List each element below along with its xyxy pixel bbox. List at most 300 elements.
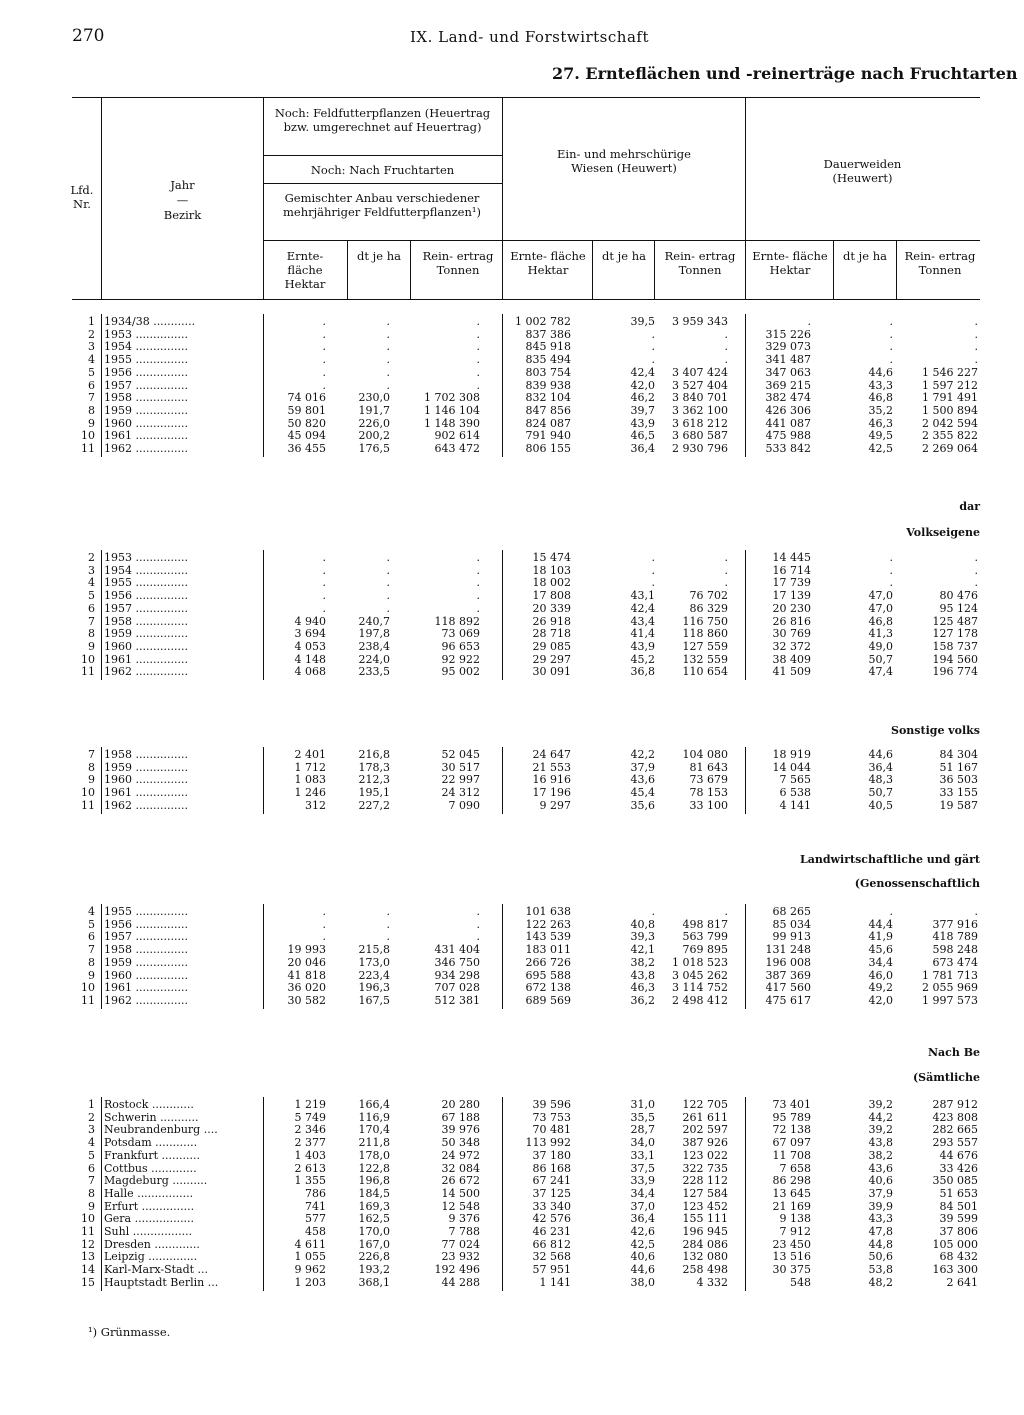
cell-value: 19 587 [939,798,978,812]
cell-value: . [386,905,390,918]
cell-value: 36 020 [287,981,326,995]
cell-value: 441 087 [765,416,811,430]
row-number: 12 [81,1237,95,1251]
table-row [72,430,980,442]
row-label: Rostock ............ [104,1099,194,1111]
row-label: 1960 ............... [104,417,188,430]
section-heading: Sonstige volks [891,724,980,737]
row-number: 11 [81,1225,95,1238]
cell-value: 2 498 412 [672,993,728,1007]
cell-value: 387 369 [765,968,811,982]
table-row [72,641,980,653]
cell-value: 33 100 [689,798,728,812]
cell-value: 110 654 [682,665,728,679]
cell-value: 3 527 404 [672,378,728,392]
header-group-feldfutter: Noch: Feldfutterpflanzen (Heuertrag bzw. umgerechnet auf Heuertrag) [274,106,491,134]
cell-value: 284 086 [682,1237,728,1251]
cell-value: 73 753 [532,1110,571,1124]
cell-value: 19 993 [287,943,326,957]
cell-value: 42,4 [630,601,655,615]
cell-value: 26 672 [441,1174,480,1188]
cell-value: 18 919 [772,748,811,761]
cell-value: 230,0 [358,391,390,405]
cell-value: 1 083 [294,773,326,787]
table-row [72,329,980,341]
cell-value: 30 375 [772,1263,811,1277]
cell-value: 377 916 [932,917,978,931]
row-number: 5 [88,365,95,379]
row-number: 9 [88,773,95,787]
row-label: 1955 ............... [104,906,188,918]
cell-value: 43,8 [868,1136,893,1150]
cell-value: 293 557 [932,1136,978,1150]
cell-value: 1 997 573 [922,993,978,1007]
cell-value: 695 588 [525,968,571,982]
cell-value: 132 559 [682,652,728,666]
table-row [72,1213,980,1225]
table-row [72,970,980,982]
cell-value: 4 148 [294,652,326,666]
cell-value: . [651,353,655,367]
cell-value: 86 298 [772,1174,811,1188]
row-number: 8 [88,627,95,641]
cell-value: 329 073 [765,340,811,354]
cell-value: . [386,378,390,392]
cell-value: 40,5 [868,798,893,812]
cell-value: 49,2 [868,981,893,995]
table-row [72,1251,980,1263]
cell-value: 39,2 [868,1098,893,1111]
cell-value: 46,5 [630,429,655,443]
cell-value: . [476,576,480,590]
cell-value: 44,8 [868,1237,893,1251]
header-nach-fruchtarten: Noch: Nach Fruchtarten [310,163,455,177]
cell-value: 41,9 [868,930,893,944]
cell-value: 155 111 [682,1212,728,1226]
cell-value: 37,9 [630,760,655,774]
cell-value: 49,0 [868,639,893,653]
cell-value: 197,8 [358,627,390,641]
row-number: 4 [88,353,95,367]
cell-value: 2 269 064 [922,442,978,455]
cell-value: 43,6 [630,773,655,787]
cell-value: 36,8 [630,665,655,679]
header-col-reinertrag: Rein- ertrag Tonnen [422,249,494,277]
row-label: Halle ................ [104,1187,194,1200]
row-number: 8 [88,760,95,774]
cell-value: 226,8 [358,1250,390,1264]
cell-value: 39 976 [441,1123,480,1137]
cell-value: 4 053 [294,639,326,653]
cell-value: 29 085 [532,639,571,653]
cell-value: . [974,353,978,367]
cell-value: 287 912 [932,1098,978,1111]
cell-value: . [386,327,390,341]
section-heading: Volkseigene [906,526,980,539]
cell-value: 3 114 752 [672,981,728,995]
cell-value: 33 155 [939,786,978,800]
cell-value: 192 496 [434,1263,480,1277]
cell-value: . [807,315,811,328]
cell-value: 845 918 [525,340,571,354]
row-number: 10 [81,429,95,443]
table-row [72,552,980,564]
cell-value: 791 940 [525,429,571,443]
row-number: 2 [88,327,95,341]
header-divider [410,240,411,299]
table-row [72,565,980,577]
cell-value: 17 808 [532,589,571,603]
table-row [72,906,980,918]
row-label: Neubrandenburg .... [104,1124,218,1137]
cell-value: 169,3 [358,1199,390,1213]
cell-value: 21 553 [532,760,571,774]
cell-value: 36 455 [287,442,326,455]
cell-value: 1 702 308 [424,391,480,405]
cell-value: 346 750 [434,955,480,969]
cell-value: 350 085 [932,1174,978,1188]
row-number: 3 [88,340,95,354]
row-label: Suhl ................. [104,1226,193,1238]
table-row [72,931,980,943]
cell-value: 14 445 [772,551,811,564]
row-label: Karl-Marx-Stadt ... [104,1264,209,1277]
cell-value: 39 596 [532,1098,571,1111]
header-divider [347,240,348,299]
cell-value: 42,5 [630,1237,655,1251]
table-row [72,418,980,430]
cell-value: 1 018 523 [672,955,728,969]
cell-value: 42,1 [630,943,655,957]
cell-value: 211,8 [358,1136,390,1150]
cell-value: 67 097 [772,1136,811,1150]
cell-value: 73 679 [689,773,728,787]
cell-value: 23 932 [441,1250,480,1264]
row-label: 1960 ............... [104,969,188,982]
cell-value: 17 739 [772,576,811,590]
cell-value: 22 997 [441,773,480,787]
cell-value: 81 643 [689,760,728,774]
cell-value: 15 474 [532,551,571,564]
cell-value: . [386,601,390,615]
row-label: 1960 ............... [104,774,188,787]
row-label: Hauptstadt Berlin ... [104,1276,219,1289]
cell-value: 42,4 [630,365,655,379]
cell-value: . [889,315,893,328]
cell-value: 2 055 969 [922,981,978,995]
row-number: 4 [88,905,95,918]
cell-value: 18 103 [532,563,571,577]
cell-value: 40,6 [868,1174,893,1188]
table-row [72,654,980,666]
cell-value: . [322,365,326,379]
cell-value: 67 241 [532,1174,571,1188]
cell-value: 44,4 [868,917,893,931]
cell-value: 86 329 [689,601,728,615]
cell-value: 167,5 [358,993,390,1007]
cell-value: 934 298 [434,968,480,982]
cell-value: 577 [305,1212,326,1226]
row-number: 9 [88,968,95,982]
cell-value: 423 808 [932,1110,978,1124]
table-row [72,628,980,640]
row-number: 2 [88,551,95,564]
row-number: 6 [88,1161,95,1175]
cell-value: 741 [305,1199,326,1213]
cell-value: 1 781 713 [922,968,978,982]
cell-value: 45,2 [630,652,655,666]
cell-value: 3 959 343 [672,315,728,328]
row-number: 6 [88,378,95,392]
row-number: 5 [88,589,95,603]
table-row [72,1239,980,1251]
cell-value: 125 487 [932,614,978,628]
cell-value: 170,4 [358,1123,390,1137]
cell-value: 166,4 [358,1098,390,1111]
header-divider [654,240,655,299]
cell-value: 196,8 [358,1174,390,1188]
cell-value: 34,4 [868,955,893,969]
row-label: 1962 ............... [104,443,188,455]
table-title: 27. Ernteflächen und -reinerträge nach Fruchtarten [552,64,1018,83]
cell-value: . [889,551,893,564]
cell-value: 37,0 [630,1199,655,1213]
table-row [72,392,980,404]
cell-value: 2 641 [946,1275,978,1289]
cell-value: 3 362 100 [672,403,728,417]
cell-value: . [476,327,480,341]
table-row [72,443,980,455]
row-label: 1961 ............... [104,982,188,995]
cell-value: 18 002 [532,576,571,590]
row-label: Dresden ............. [104,1238,200,1251]
cell-value: 32 084 [441,1161,480,1175]
cell-value: . [724,576,728,590]
cell-value: 30 091 [532,665,571,679]
header-jahr: Jahr [170,178,195,192]
cell-value: 123 022 [682,1148,728,1162]
header-group-wiesen: Ein- und mehrschürige Wiesen (Heuwert) [557,147,691,175]
row-label: 1958 ............... [104,392,188,405]
row-label: 1958 ............... [104,615,188,628]
cell-value: 9 138 [779,1212,811,1226]
cell-value: 36,4 [630,442,655,455]
row-number: 9 [88,416,95,430]
cell-value: . [724,905,728,918]
table-row [72,1277,980,1289]
cell-value: 24 647 [532,748,571,761]
table-row [72,787,980,799]
cell-value: 36,4 [630,1212,655,1226]
header-col-reinertrag: Rein- ertrag Tonnen [904,249,976,277]
cell-value: 12 548 [441,1199,480,1213]
row-number: 7 [88,748,95,761]
cell-value: . [974,315,978,328]
header-col-dtha: dt je ha [602,249,646,263]
cell-value: 44,6 [630,1263,655,1277]
header-divider [833,240,834,299]
cell-value: 41,4 [630,627,655,641]
cell-value: 36 503 [939,773,978,787]
section-heading: dar [959,500,980,513]
cell-value: 9 297 [539,798,571,812]
table-row [72,1226,980,1238]
cell-value: . [386,576,390,590]
cell-value: 1 146 104 [424,403,480,417]
cell-value: . [476,551,480,564]
page-number: 270 [72,26,105,46]
cell-value: 39,7 [630,403,655,417]
cell-value: 99 913 [772,930,811,944]
cell-value: 39,3 [630,930,655,944]
header-lfd-nr: Lfd. Nr. [70,183,94,211]
cell-value: 2 613 [294,1161,326,1175]
cell-value: 341 487 [765,353,811,367]
table-row [72,380,980,392]
cell-value: 26 918 [532,614,571,628]
row-number: 9 [88,639,95,653]
cell-value: 806 155 [525,442,571,455]
cell-value: 475 617 [765,993,811,1007]
cell-value: 1 403 [294,1148,326,1162]
cell-value: 233,5 [358,665,390,679]
cell-value: 176,5 [358,442,390,455]
cell-value: 48,2 [868,1275,893,1289]
row-number: 9 [88,1199,95,1213]
cell-value: 13 645 [772,1186,811,1200]
row-label: Frankfurt ........... [104,1149,200,1162]
table-row [72,616,980,628]
row-label: 1958 ............... [104,944,188,957]
row-label: 1957 ............... [104,931,188,944]
cell-value: 49,5 [868,429,893,443]
cell-value: 839 938 [525,378,571,392]
cell-value: 32 568 [532,1250,571,1264]
cell-value: 418 789 [932,930,978,944]
cell-value: 17 139 [772,589,811,603]
cell-value: 7 912 [779,1225,811,1238]
table-row [72,1201,980,1213]
cell-value: 212,3 [358,773,390,787]
cell-value: 47,0 [868,589,893,603]
cell-value: 45,4 [630,786,655,800]
row-label: Gera ................. [104,1213,195,1226]
cell-value: . [651,905,655,918]
cell-value: 50 820 [287,416,326,430]
cell-value: 74 016 [287,391,326,405]
row-number: 6 [88,930,95,944]
cell-value: 170,0 [358,1225,390,1238]
cell-value: 533 842 [765,442,811,455]
table-row [72,666,980,678]
row-label: 1959 ............... [104,761,188,774]
cell-value: 31,0 [630,1098,655,1111]
cell-value: 202 597 [682,1123,728,1137]
cell-value: . [889,576,893,590]
cell-value: 20 046 [287,955,326,969]
cell-value: 1 002 782 [515,315,571,328]
cell-value: 143 539 [525,930,571,944]
cell-value: 42,0 [868,993,893,1007]
cell-value: 16 714 [772,563,811,577]
row-number: 7 [88,1174,95,1188]
cell-value: 40,6 [630,1250,655,1264]
header-bezirk: Bezirk [163,208,202,222]
cell-value: 9 962 [294,1263,326,1277]
cell-value: 194 560 [932,652,978,666]
cell-value: 3 680 587 [672,429,728,443]
cell-value: 70 481 [532,1123,571,1137]
cell-value: 38 409 [772,652,811,666]
cell-value: 68 432 [939,1250,978,1264]
cell-value: 39,9 [868,1199,893,1213]
cell-value: 33,1 [630,1148,655,1162]
cell-value: . [476,353,480,367]
row-number: 8 [88,403,95,417]
cell-value: 43,1 [630,589,655,603]
row-number: 1 [88,315,95,328]
cell-value: 458 [305,1225,326,1238]
cell-value: 36,2 [630,993,655,1007]
cell-value: 2 377 [294,1136,326,1150]
cell-value: 44,6 [868,365,893,379]
cell-value: 39,5 [630,315,655,328]
cell-value: 21 169 [772,1199,811,1213]
row-number: 8 [88,955,95,969]
cell-value: . [889,327,893,341]
table-row [72,1099,980,1111]
cell-value: . [386,563,390,577]
row-label: 1962 ............... [104,666,188,679]
cell-value: 86 168 [532,1161,571,1175]
cell-value: 37 180 [532,1148,571,1162]
cell-value: 30 517 [441,760,480,774]
cell-value: 1 141 [539,1275,571,1289]
cell-value: 11 708 [772,1148,811,1162]
cell-value: 50,7 [868,786,893,800]
cell-value: 46,2 [630,391,655,405]
row-label: Magdeburg .......... [104,1175,208,1188]
row-label: 1962 ............... [104,799,188,812]
cell-value: 902 614 [434,429,480,443]
cell-value: . [476,378,480,392]
cell-value: 548 [790,1275,811,1289]
cell-value: 84 501 [939,1199,978,1213]
cell-value: 77 024 [441,1237,480,1251]
header-divider [896,240,897,299]
header-col-flaeche: Ernte- fläche Hektar [752,249,828,277]
header-bottom-rule [72,299,980,300]
cell-value: 43,6 [868,1161,893,1175]
cell-value: 35,5 [630,1110,655,1124]
cell-value: 66 812 [532,1237,571,1251]
cell-value: 178,3 [358,760,390,774]
cell-value: 3 840 701 [672,391,728,405]
cell-value: . [724,327,728,341]
row-number: 4 [88,1136,95,1150]
cell-value: 598 248 [932,943,978,957]
cell-value: . [322,315,326,328]
cell-value: 4 068 [294,665,326,679]
row-label: 1961 ............... [104,430,188,443]
cell-value: 387 926 [682,1136,728,1150]
footnote: ¹) Grünmasse. [88,1325,171,1339]
header-divider [592,240,593,299]
header-divider [502,97,503,299]
row-label: 1959 ............... [104,628,188,641]
cell-value: 261 611 [682,1110,728,1124]
row-number: 8 [88,1186,95,1200]
